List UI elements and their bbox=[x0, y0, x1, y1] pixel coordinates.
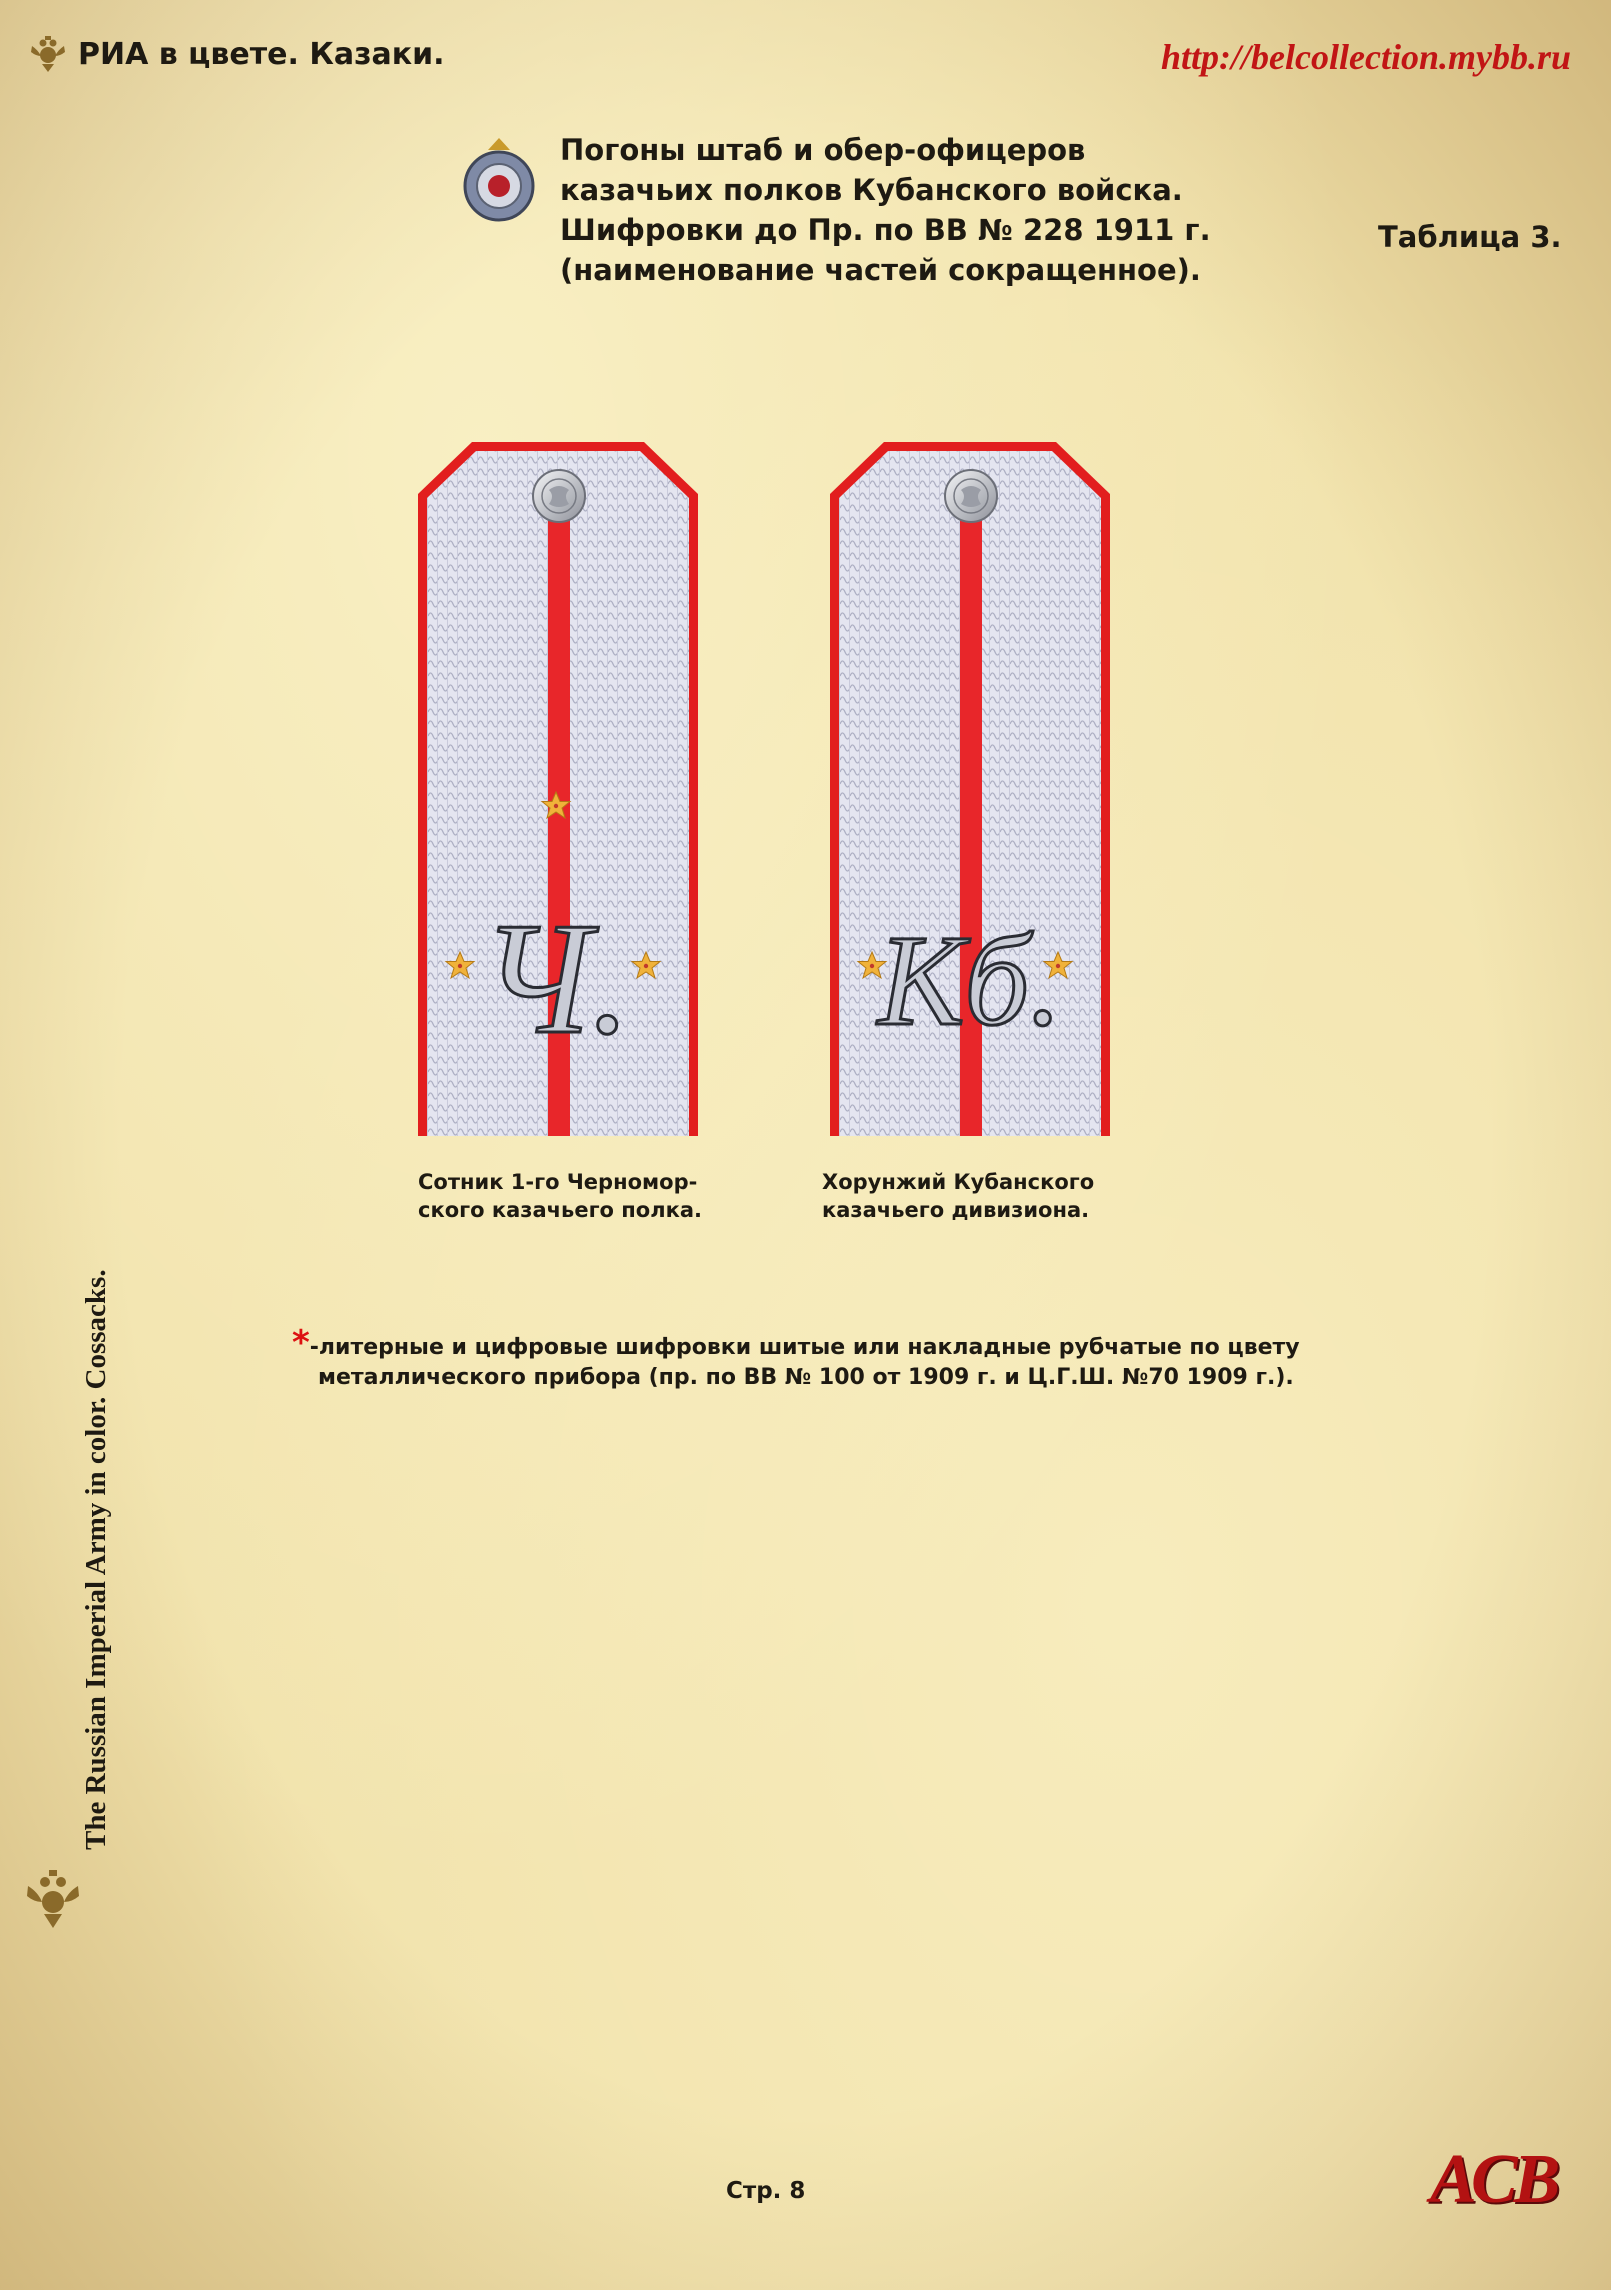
header-series bbox=[28, 34, 445, 74]
caption-line: Хорунжий Кубанского bbox=[822, 1170, 1095, 1194]
double-headed-eagle-icon bbox=[24, 1868, 82, 1932]
page-title bbox=[560, 130, 1211, 290]
epaulette-cipher: Кб. bbox=[877, 909, 1063, 1053]
epaulette-1-caption bbox=[418, 1168, 702, 1224]
footnote bbox=[292, 1323, 1300, 1393]
epaulette-2-caption bbox=[822, 1168, 1094, 1224]
epaulette-1 bbox=[418, 442, 698, 1136]
title-line: Погоны штаб и обер-офицеров bbox=[560, 133, 1086, 167]
double-headed-eagle-icon bbox=[28, 34, 68, 74]
epaulette-button bbox=[945, 470, 997, 522]
caption-line: ского казачьего полка. bbox=[418, 1198, 703, 1222]
epaulette-button bbox=[533, 470, 585, 522]
title-line: казачьих полков Кубанского войска. bbox=[560, 173, 1183, 207]
site-url-link[interactable]: http://belcollection.mybb.ru bbox=[1161, 37, 1571, 77]
footnote-asterisk: * bbox=[292, 1323, 310, 1363]
page-number: Стр. 8 bbox=[726, 2178, 806, 2204]
badge-emblem-icon bbox=[462, 136, 536, 228]
side-caption: The Russian Imperial Army in color. Cossacks. bbox=[80, 1269, 112, 1850]
author-monogram: АСВ bbox=[1430, 2141, 1557, 2218]
table-label: Таблица 3. bbox=[1378, 220, 1562, 254]
footnote-line: -литерные и цифровые шифровки шитые или накладные рубчатые по цвету bbox=[309, 1335, 1300, 1360]
epaulette-cipher: Ч. bbox=[480, 889, 632, 1067]
epaulette-2 bbox=[830, 442, 1110, 1136]
series-title: РИА в цвете. Казаки. bbox=[78, 36, 445, 72]
title-line: (наименование частей сокращенное). bbox=[560, 253, 1201, 287]
caption-line: казачьего дивизиона. bbox=[822, 1198, 1090, 1222]
footnote-line: металлического прибора (пр. по ВВ № 100 от 1909 г. и Ц.Г.Ш. №70 1909 г.). bbox=[318, 1365, 1294, 1390]
caption-line: Сотник 1-го Черномор- bbox=[418, 1170, 698, 1194]
title-line: Шифровки до Пр. по ВВ № 228 1911 г. bbox=[560, 213, 1211, 247]
